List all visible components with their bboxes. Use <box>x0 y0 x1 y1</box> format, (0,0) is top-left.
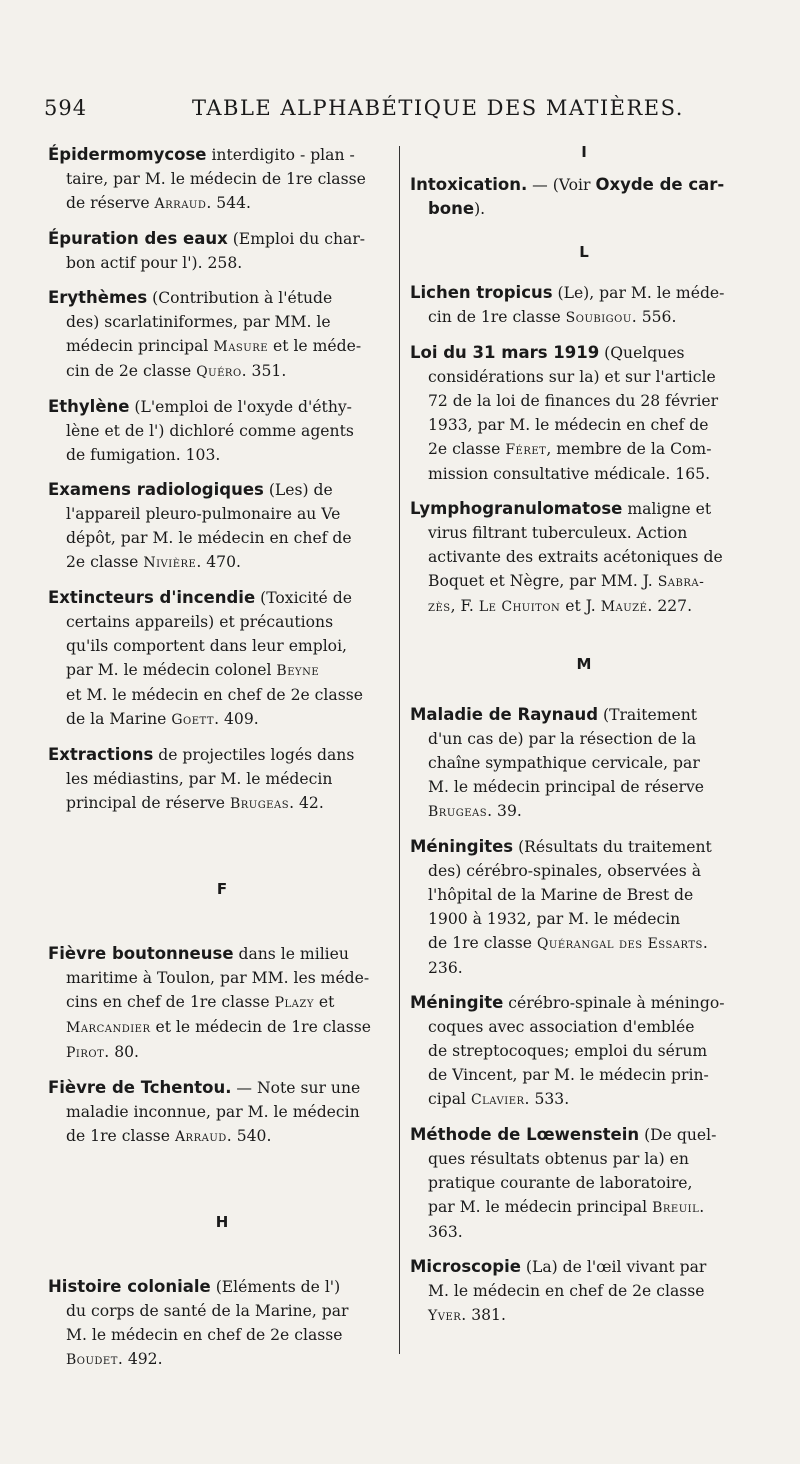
entry-text: cérébro-spinale à méningo- <box>503 994 725 1012</box>
entry-text: des) scarlatiniformes, par MM. le <box>66 313 331 331</box>
index-entry <box>48 743 396 816</box>
author-name: Goett <box>171 712 215 728</box>
entry-keyword: Lichen tropicus <box>410 283 553 302</box>
index-entry <box>48 1076 396 1149</box>
entry-text: . <box>699 1198 705 1216</box>
author-name: Brugeas <box>229 796 290 812</box>
entry-text: considérations sur la) et sur l'article <box>428 368 716 386</box>
entry-text: et le méde- <box>268 337 362 355</box>
entry-keyword: Méningite <box>410 993 504 1012</box>
entry-text: 1933, par M. le médecin en chef de <box>428 416 709 434</box>
entry-text: principal de réserve <box>66 794 230 812</box>
entry-text: et le médecin de 1re classe <box>150 1018 372 1036</box>
entry-text: (La) de l'œil vivant par <box>520 1258 707 1276</box>
entry-text: (Emploi du char- <box>227 230 366 248</box>
entry-text: activante des extraits acétoniques de <box>428 548 723 566</box>
author-name: Mauzé <box>600 599 648 615</box>
author-name: Sabra- <box>657 574 705 590</box>
entry-text: Boquet et Nègre, par MM. J. <box>428 572 658 590</box>
author-name: Beyne <box>276 663 320 679</box>
index-entry <box>48 478 396 575</box>
author-name: Breuil <box>652 1200 700 1216</box>
author-name: Boudet <box>66 1352 118 1368</box>
entry-text: par M. le médecin principal <box>428 1198 653 1216</box>
entry-keyword: Histoire coloniale <box>48 1277 211 1296</box>
entry-keyword: Fièvre de Tchentou. <box>48 1078 232 1097</box>
author-name: Quéro <box>196 364 242 380</box>
entry-text: cin de 2e classe <box>66 362 197 380</box>
entry-text: . 409. <box>214 710 259 728</box>
index-entry <box>410 341 758 486</box>
author-name: Pirot <box>66 1045 105 1061</box>
author-name: Féret <box>505 442 547 458</box>
index-entry <box>48 227 396 275</box>
index-entry <box>410 497 758 619</box>
section-letter: F <box>216 880 228 898</box>
entry-keyword: Épidermomycose <box>48 145 207 164</box>
author-name: Quérangal des Essarts <box>536 936 703 952</box>
section-letter: I <box>581 143 587 161</box>
section-letter: L <box>579 243 589 261</box>
entry-text: coques avec association d'emblée <box>428 1018 695 1036</box>
entry-text: . 492. <box>117 1350 163 1368</box>
entry-keyword: Intoxication. <box>410 175 528 194</box>
entry-text: (De quel- <box>639 1126 717 1144</box>
entry-keyword: Loi du 31 mars 1919 <box>410 343 600 362</box>
index-entry <box>48 286 396 384</box>
author-name: Arraud <box>154 196 207 212</box>
entry-text: virus filtrant tuberculeux. Action <box>428 524 688 542</box>
page-header <box>44 96 760 126</box>
entry-text: 72 de la loi de finances du 28 février <box>428 392 719 410</box>
author-name: Marcandier <box>66 1020 151 1036</box>
section-letter: H <box>215 1213 229 1231</box>
entry-text: M. le médecin en chef de 2e classe <box>66 1326 343 1344</box>
entry-text: médecin principal <box>66 337 214 355</box>
right-column <box>410 143 758 1339</box>
section-letter: M <box>576 655 592 673</box>
entry-text: . 351. <box>241 362 287 380</box>
column-divider <box>399 146 400 1354</box>
entry-text: dépôt, par M. le médecin en chef de <box>66 529 352 547</box>
entry-text: (Quelques <box>599 344 685 362</box>
entry-text: . 544. <box>206 194 252 212</box>
entry-text: . 42. <box>289 794 324 812</box>
author-name: Clavier <box>470 1092 525 1108</box>
entry-text: (Les) de <box>263 481 333 499</box>
entry-text: et J. <box>560 597 601 615</box>
author-name: Yver <box>428 1308 462 1324</box>
entry-text: pratique courante de laboratoire, <box>428 1174 693 1192</box>
entry-text: 1900 à 1932, par M. le médecin <box>428 910 681 928</box>
page-number: 594 <box>44 96 88 120</box>
entry-text: , F. <box>450 597 479 615</box>
author-name: Arraud <box>174 1129 227 1145</box>
entry-text: d'un cas de) par la résection de la <box>428 730 697 748</box>
entry-text: et <box>313 993 335 1011</box>
entry-text: . <box>702 934 708 952</box>
entry-text: M. le médecin en chef de 2e classe <box>428 1282 705 1300</box>
entry-text: mission consultative médicale. 165. <box>428 465 711 483</box>
entry-keyword: Examens radiologiques <box>48 480 264 499</box>
entry-keyword: Erythèmes <box>48 288 148 307</box>
entry-text: 236. <box>428 959 463 977</box>
entry-keyword: Microscopie <box>410 1257 521 1276</box>
entry-text: . 540. <box>226 1127 272 1145</box>
entry-text: (Résultats du traitement <box>513 838 712 856</box>
index-entry <box>410 173 758 221</box>
entry-text: (Le), par M. le méde- <box>552 284 725 302</box>
entry-text: de 1re classe <box>428 934 537 952</box>
entry-text: (Toxicité de <box>255 589 352 607</box>
author-name: zès <box>428 599 451 615</box>
entry-keyword: Oxyde de car- <box>595 175 725 194</box>
entry-text: chaîne sympathique cervicale, par <box>428 754 700 772</box>
running-title: TABLE ALPHABÉTIQUE DES MATIÈRES. <box>192 96 684 120</box>
author-name: Nivière <box>143 555 197 571</box>
entry-text: qu'ils comportent dans leur emploi, <box>66 637 348 655</box>
index-entry <box>410 703 758 824</box>
entry-text: interdigito - plan - <box>206 146 355 164</box>
entry-text: cipal <box>428 1090 471 1108</box>
entry-text: (L'emploi de l'oxyde d'éthy- <box>129 398 352 416</box>
entry-text: de 1re classe <box>66 1127 175 1145</box>
entry-text: . 533. <box>524 1090 570 1108</box>
index-entry <box>410 835 758 980</box>
entry-text: certains appareils) et précautions <box>66 613 334 631</box>
entry-text: les médiastins, par M. le médecin <box>66 770 333 788</box>
entry-keyword: Fièvre boutonneuse <box>48 944 234 963</box>
left-column <box>48 143 396 1383</box>
entry-text: 2e classe <box>66 553 144 571</box>
entry-keyword: Épuration des eaux <box>48 229 228 248</box>
entry-text: de la Marine <box>66 710 172 728</box>
index-entry <box>48 586 396 732</box>
entry-text: du corps de santé de la Marine, par <box>66 1302 349 1320</box>
entry-text: , membre de la Com- <box>546 440 712 458</box>
entry-text: des) cérébro-spinales, observées à <box>428 862 702 880</box>
index-entry <box>48 1275 396 1372</box>
author-name: Brugeas <box>428 804 488 820</box>
entry-text: ques résultats obtenus par la) en <box>428 1150 689 1168</box>
entry-text: lène et de l') dichloré comme agents <box>66 422 354 440</box>
entry-text: de streptocoques; emploi du sérum <box>428 1042 708 1060</box>
author-name: Le Chuiton <box>478 599 561 615</box>
entry-text: . 470. <box>196 553 241 571</box>
index-entry <box>48 395 396 467</box>
author-name: Masure <box>213 339 269 355</box>
entry-keyword: bone <box>428 199 475 218</box>
entry-text: de projectiles logés dans <box>153 746 355 764</box>
entry-text: . 39. <box>487 802 522 820</box>
entry-text: maligne et <box>622 500 712 518</box>
author-name: Plazy <box>274 995 314 1011</box>
entry-text: . 227. <box>647 597 693 615</box>
entry-text: (Eléments de l') <box>210 1278 341 1296</box>
entry-keyword: Lymphogranulomatose <box>410 499 623 518</box>
entry-text: (Contribution à l'étude <box>147 289 333 307</box>
entry-text: taire, par M. le médecin de 1re classe <box>66 170 366 188</box>
entry-text: de réserve <box>66 194 155 212</box>
entry-text: bon actif pour l'). 258. <box>66 254 243 272</box>
entry-text: maladie inconnue, par M. le médecin <box>66 1103 360 1121</box>
entry-text: de fumigation. 103. <box>66 446 221 464</box>
entry-text: . 381. <box>461 1306 506 1324</box>
entry-text: par M. le médecin colonel <box>66 661 277 679</box>
entry-text: — Note sur une <box>231 1079 361 1097</box>
entry-text: M. le médecin principal de réserve <box>428 778 704 796</box>
entry-text: l'hôpital de la Marine de Brest de <box>428 886 694 904</box>
index-entry <box>48 143 396 216</box>
entry-text: 363. <box>428 1223 463 1241</box>
index-entry <box>410 1255 758 1328</box>
entry-text: dans le milieu <box>233 945 349 963</box>
entry-text: ). <box>474 200 486 218</box>
entry-keyword: Extractions <box>48 745 154 764</box>
entry-text: cin de 1re classe <box>428 308 566 326</box>
entry-text: . 80. <box>104 1043 139 1061</box>
entry-text: et M. le médecin en chef de 2e classe <box>66 686 363 704</box>
entry-keyword: Méningites <box>410 837 514 856</box>
entry-text: (Traitement <box>598 706 698 724</box>
index-entry <box>410 1123 758 1244</box>
index-entry <box>410 991 758 1112</box>
entry-keyword: Maladie de Raynaud <box>410 705 599 724</box>
entry-text: de Vincent, par M. le médecin prin- <box>428 1066 709 1084</box>
entry-keyword: Méthode de Lœwenstein <box>410 1125 640 1144</box>
index-entry <box>48 942 396 1065</box>
author-name: Soubigou <box>565 310 632 326</box>
entry-text: l'appareil pleuro-pulmonaire au Ve <box>66 505 341 523</box>
index-entry <box>410 281 758 330</box>
entry-text: . 556. <box>631 308 677 326</box>
entry-keyword: Extincteurs d'incendie <box>48 588 256 607</box>
entry-text: maritime à Toulon, par MM. les méde- <box>66 969 370 987</box>
entry-text: cins en chef de 1re classe <box>66 993 275 1011</box>
entry-text: — (Voir <box>527 176 596 194</box>
entry-text: 2e classe <box>428 440 506 458</box>
entry-keyword: Ethylène <box>48 397 130 416</box>
